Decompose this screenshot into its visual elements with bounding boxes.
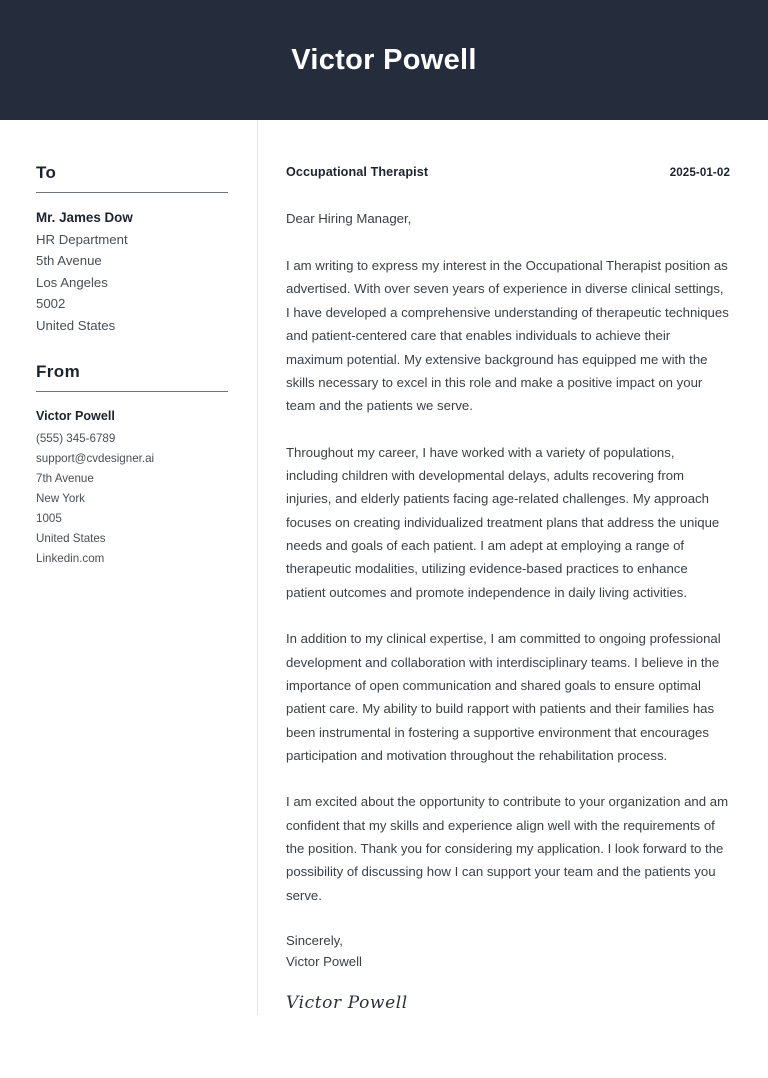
from-heading: From bbox=[36, 361, 81, 381]
from-heading-rule bbox=[36, 391, 228, 392]
letter-paragraph-1: I am writing to express my interest in the Occupational Therapist position as advertised. With over seven years of experience in diverse clinical settings, I have developed a comprehensive understanding of therapeutic techniques and patient-centered care that enables individuals to achieve their maximum potential. My extensive background has equipped me with the skills necessary to excel in this role and make a positive impact on your team and the patients we serve. bbox=[286, 258, 729, 414]
letter-paragraph-2: Throughout my career, I have worked with a variety of populations, including children with developmental delays, adults recovering from injuries, and elderly patients facing age-related challenges. My approach focuses on creating individualized treatment plans that address the unique needs and goals of each patient. I am adept at employing a range of therapeutic modalities, utilizing evidence-based practices to enhance patient outcomes and promote independence in daily living activities. bbox=[286, 444, 720, 600]
recipient-street: 5th Avenue bbox=[36, 253, 102, 269]
letter-date: 2025-01-02 bbox=[669, 166, 730, 179]
sidebar-address-panel bbox=[0, 120, 258, 1015]
sender-name: Victor Powell bbox=[36, 409, 115, 424]
recipient-country: United States bbox=[36, 317, 116, 333]
salutation: Dear Hiring Manager, bbox=[286, 211, 412, 226]
signature: Victor Powell bbox=[286, 992, 408, 1013]
closing-block bbox=[286, 930, 730, 973]
page-title: Victor Powell bbox=[291, 43, 477, 76]
recipient-city: Los Angeles bbox=[36, 274, 108, 290]
sender-linkedin: Linkedin.com bbox=[36, 552, 105, 566]
sender-address-section bbox=[36, 362, 227, 570]
recipient-postal-code: 5002 bbox=[36, 296, 66, 312]
document-body bbox=[0, 120, 768, 1015]
letter-paragraph-4: I am excited about the opportunity to contribute to your organization and am confident that my skills and experience align well with the requirements of the position. Thank you for considering my application. I look forward to the possibility of discussing how I can support your team and the patients you serve. bbox=[286, 794, 729, 903]
recipient-department: HR Department bbox=[36, 232, 128, 248]
sender-phone: (555) 345-6789 bbox=[36, 432, 116, 446]
closing-salutation: Sincerely, bbox=[286, 933, 343, 949]
letter-paragraph-3: In addition to my clinical expertise, I am committed to ongoing professional development and collaboration with interdisciplinary teams. I believe in the importance of open communication and shared goals to ensure optimal patient care. My ability to build rapport with patients and their families has been instrumental in fostering a supportive environment that encourages participation and motivation throughout the rehabilitation process. bbox=[286, 631, 721, 763]
sender-postal-code: 1005 bbox=[36, 512, 62, 526]
sender-country: United States bbox=[36, 532, 106, 546]
closing-name: Victor Powell bbox=[286, 954, 362, 970]
sender-address-list bbox=[36, 406, 227, 569]
sender-email: support@cvdesigner.ai bbox=[36, 452, 155, 466]
recipient-address-list bbox=[36, 207, 227, 336]
to-heading: To bbox=[36, 163, 57, 182]
to-heading-rule bbox=[36, 192, 228, 193]
recipient-name: Mr. James Dow bbox=[36, 210, 133, 226]
recipient-address-section bbox=[36, 163, 227, 336]
sender-street: 7th Avenue bbox=[36, 472, 94, 486]
letter-meta-row bbox=[286, 165, 730, 179]
letter-content bbox=[258, 120, 768, 1013]
document-header-banner bbox=[0, 0, 768, 120]
sender-city: New York bbox=[36, 492, 85, 506]
job-title: Occupational Therapist bbox=[286, 165, 429, 179]
